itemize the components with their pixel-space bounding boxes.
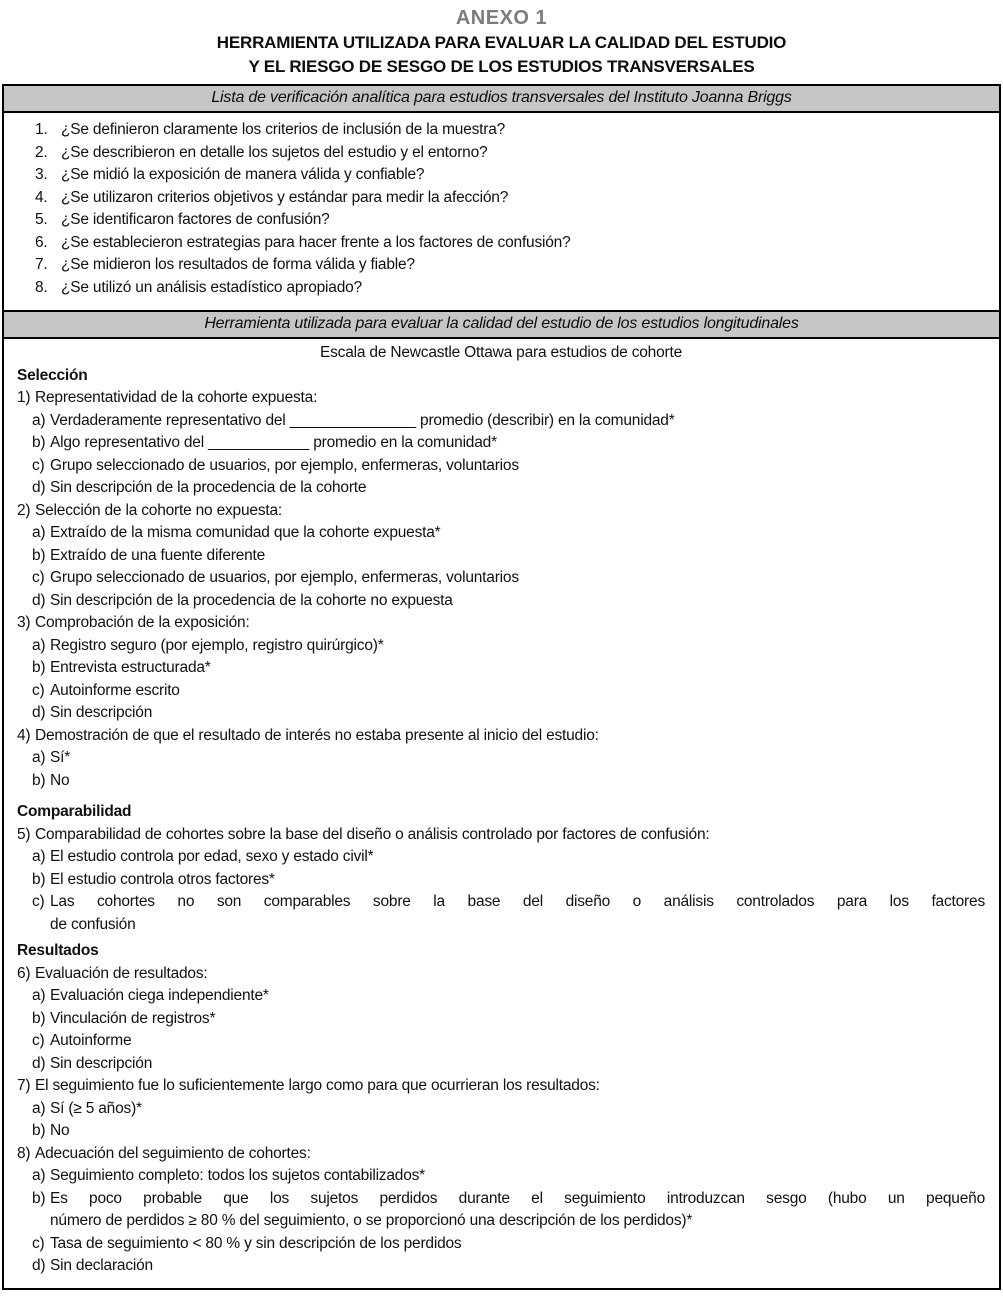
doc-title-line1: HERRAMIENTA UTILIZADA PARA EVALUAR LA CALIDAD DEL ESTUDIO [216,33,787,52]
option-letter: d) [32,1257,46,1274]
option-text [50,891,985,936]
option-d [32,477,985,500]
option-b [32,657,985,680]
option-text: Sin descripción de la procedencia de la cohorte no expuesta [50,591,453,609]
option-text: Grupo seleccionado de usuarios, por ejemplo, enfermeras, voluntarios [50,569,519,586]
item-number: 1. [35,121,48,138]
option-letter: d) [32,1054,46,1072]
option-text-line1: Las cohortes no son comparables sobre la base del diseño o análisis controlados para los factores [50,893,985,910]
question-number: 8) [17,1144,31,1162]
option-letter: a) [32,848,46,865]
option-text-line2: número de perdidos ≥ 80 % del seguimiento, o se proporcionó una descripción de los perdidos)* [50,1212,693,1229]
option-d [32,1053,985,1076]
option-a [32,410,985,433]
title-block [0,0,1003,79]
option-text: Sin declaración [50,1257,153,1274]
option-letter: b) [32,870,46,888]
group-heading: Comparabilidad [17,803,132,820]
checklist-item-1 [35,119,985,142]
option-text: Vinculación de registros* [50,1009,216,1027]
option-text: Sí* [50,749,71,766]
option-letter: d) [32,591,46,609]
checklist-item-3 [35,164,985,187]
item-text: ¿Se establecieron estrategias para hacer frente a los factores de confusión? [61,233,571,251]
option-c [32,891,985,936]
option-text: Tasa de seguimiento < 80 % y sin descripción de los perdidos [50,1234,462,1252]
option-letter: c) [32,893,45,910]
option-text [50,1188,985,1233]
group-comparabilidad [17,801,985,936]
checklist-item-4 [35,187,985,210]
question-number: 4) [17,726,31,744]
option-text: El estudio controla otros factores* [50,870,275,888]
option-text: Evaluación ciega independiente* [50,987,269,1004]
option-letter: b) [32,1009,46,1027]
item-number: 4. [35,188,48,206]
option-letter: c) [32,681,45,699]
option-b [32,1008,985,1031]
option-letter: d) [32,704,46,721]
option-b [32,432,985,455]
evaluation-tools-table [2,84,1001,1290]
option-letter: d) [32,479,46,496]
item-number: 5. [35,211,48,228]
option-b [32,1120,985,1143]
jbi-section-header-text: Lista de verificación analítica para estudios transversales del Instituto Joanna Briggs [211,89,792,106]
question-text: Representatividad de la cohorte expuesta: [35,389,318,406]
option-c [32,567,985,590]
checklist-item-5 [35,209,985,232]
item-number: 8. [35,278,48,296]
item-text: ¿Se midió la exposición de manera válida y confiable? [61,166,425,183]
option-text: Grupo seleccionado de usuarios, por ejemplo, enfermeras, voluntarios [50,456,519,474]
option-text: El estudio controla por edad, sexo y estado civil* [50,848,374,865]
option-letter: c) [32,456,45,474]
question-number: 7) [17,1077,31,1094]
checklist-item-8 [35,277,985,300]
annex-title: ANEXO 1 [455,7,548,29]
option-a [32,522,985,545]
question-number: 2) [17,501,31,519]
group-heading: Resultados [17,942,99,959]
option-text: Sin descripción de la procedencia de la cohorte [50,479,367,496]
option-letter: c) [32,1032,45,1049]
option-text: Algo representativo del ____________ promedio en la comunidad* [50,434,497,451]
question-number: 6) [17,964,31,982]
option-c [32,680,985,703]
option-text: Sí (≥ 5 años)* [50,1099,142,1117]
option-letter: b) [32,1189,46,1207]
question-text: Comprobación de la exposición: [35,614,250,631]
question-number: 1) [17,389,31,406]
option-c [32,1030,985,1053]
option-letter: b) [32,659,46,676]
item-number: 7. [35,256,48,273]
question-number: 3) [17,614,31,631]
option-text: Seguimiento completo: todos los sujetos contabilizados* [50,1167,426,1184]
option-a [32,635,985,658]
option-letter: a) [32,749,46,766]
group-heading: Selección [17,366,88,384]
question-1 [17,387,985,410]
option-a [32,985,985,1008]
scale-subtitle: Escala de Newcastle Ottawa para estudios de cohorte [319,344,682,361]
option-letter: b) [32,434,46,451]
item-number: 3. [35,166,48,183]
option-a [32,747,985,770]
option-letter: a) [32,987,46,1004]
question-text: El seguimiento fue lo suficientemente largo como para que ocurrieran los resultados: [35,1077,600,1094]
group-selección [17,365,985,793]
option-d [32,590,985,613]
question-3 [17,612,985,635]
option-b [32,869,985,892]
option-letter: b) [32,1122,46,1139]
group-resultados [17,940,985,1278]
question-2 [17,500,985,523]
option-text: Extraído de una fuente diferente [50,546,266,564]
option-text: Autoinforme escrito [50,681,180,699]
checklist-item-2 [35,142,985,165]
option-letter: c) [32,1234,45,1252]
question-text: Selección de la cohorte no expuesta: [35,501,282,519]
item-number: 2. [35,143,48,161]
option-letter: b) [32,771,46,789]
option-c [32,455,985,478]
longitudinal-section-header-text: Herramienta utilizada para evaluar la calidad del estudio de los estudios longitudinales [204,315,799,332]
option-a [32,846,985,869]
longitudinal-section-header [4,310,999,339]
option-text: Autoinforme [50,1032,132,1049]
item-number: 6. [35,233,48,251]
option-text: Verdaderamente representativo del _______________ promedio (describir) en la comunidad* [50,411,675,429]
option-b [32,545,985,568]
question-text: Comparabilidad de cohortes sobre la base del diseño o análisis controlado por factores de confusión: [35,825,710,843]
item-text: ¿Se midieron los resultados de forma válida y fiable? [61,256,415,273]
question-8 [17,1143,985,1166]
checklist-item-6 [35,232,985,255]
option-text: Sin descripción [50,1054,153,1072]
option-c [32,1233,985,1256]
option-letter: a) [32,1099,46,1117]
item-text: ¿Se describieron en detalle los sujetos del estudio y el entorno? [61,143,488,161]
question-number: 5) [17,825,31,843]
question-5 [17,824,985,847]
item-text: ¿Se identificaron factores de confusión? [61,211,330,228]
newcastle-ottawa-scale [4,339,999,1288]
checklist-item-7 [35,254,985,277]
option-text-line1: Es poco probable que los sujetos perdidos durante el seguimiento introduzcan sesgo (hubo un pequeño [50,1189,985,1207]
item-text: ¿Se utilizó un análisis estadístico apropiado? [61,278,362,296]
scale-groups [17,365,985,1278]
question-4 [17,725,985,748]
option-text: Extraído de la misma comunidad que la cohorte expuesta* [50,524,441,541]
question-6 [17,963,985,986]
option-a [32,1098,985,1121]
option-b [32,770,985,793]
option-text: Registro seguro (por ejemplo, registro quirúrgico)* [50,636,384,654]
jbi-section-header [4,86,999,113]
option-letter: a) [32,1167,46,1184]
option-text: Entrevista estructurada* [50,659,211,676]
option-a [32,1165,985,1188]
option-letter: a) [32,524,46,541]
item-text: ¿Se utilizaron criterios objetivos y estándar para medir la afección? [61,188,509,206]
option-letter: a) [32,636,46,654]
question-text: Adecuación del seguimiento de cohortes: [35,1144,311,1162]
option-text: Sin descripción [50,704,153,721]
jbi-checklist [4,113,999,310]
option-text: No [50,771,70,789]
option-d [32,702,985,725]
option-text-line2: de confusión [50,915,136,933]
question-text: Evaluación de resultados: [35,964,208,982]
option-letter: a) [32,411,46,429]
option-letter: b) [32,546,46,564]
option-text: No [50,1122,70,1139]
option-letter: c) [32,569,45,586]
option-b [32,1188,985,1233]
doc-title-line2: Y EL RIESGO DE SESGO DE LOS ESTUDIOS TRANSVERSALES [248,57,755,76]
question-text: Demostración de que el resultado de interés no estaba presente al inicio del estudio: [35,726,599,744]
option-d [32,1255,985,1278]
question-7 [17,1075,985,1098]
item-text: ¿Se definieron claramente los criterios de inclusión de la muestra? [61,121,506,138]
